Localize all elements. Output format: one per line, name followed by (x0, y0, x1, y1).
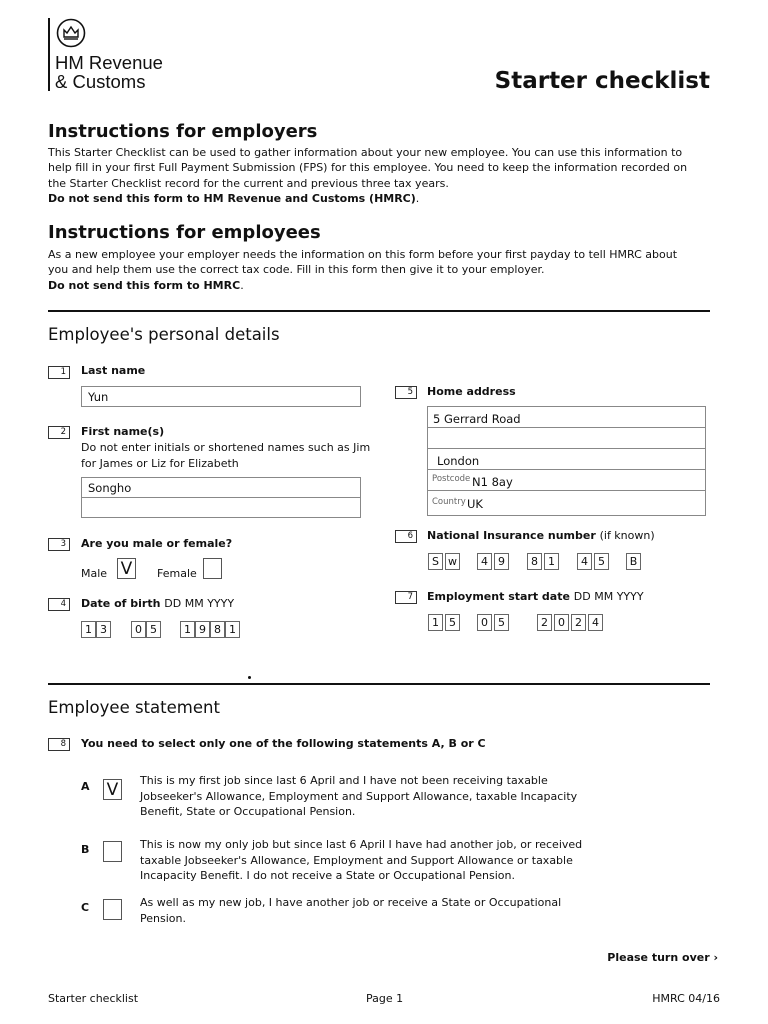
employee-statement-heading: Employee statement (48, 698, 220, 717)
first-name-hint: Do not enter initials or shortened names such as Jim for James or Liz for Elizabeth (81, 441, 371, 470)
statement-c-checkbox[interactable] (103, 899, 122, 920)
personal-details-heading: Employee's personal details (48, 325, 280, 344)
statement-a-text: This is my first job since last 6 April and I have not been receiving taxable Jobseeker's Allowance, Employment and Support Allowance, taxable Incapacity Benefit, State or Occupational Pension. (140, 774, 578, 818)
footer-form-version: HMRC 04/16 (652, 992, 720, 1005)
first-name-field[interactable]: Songho (81, 477, 361, 498)
first-name-label: First name(s) (81, 425, 165, 438)
employees-text: As a new employee your employer needs the information on this form before your first payday to tell HMRC about you and help them use the correct tax code. Fill in this form then give it to your employer. Do not send this form to HMRC. (48, 248, 678, 292)
logo-line2: & Customs (55, 71, 146, 92)
ni-character[interactable]: 4 (577, 553, 592, 570)
turn-over-note: Please turn over › (607, 951, 718, 964)
ni-number-label (427, 529, 655, 542)
ni-label-extra: (if known) (599, 529, 655, 542)
logo-divider (48, 18, 50, 91)
first-name-field-2[interactable] (81, 497, 361, 518)
question-number: 3 (48, 538, 70, 551)
employers-heading: Instructions for employers (48, 121, 318, 142)
male-label: Male (81, 567, 108, 580)
dob-label-text: Date of birth (81, 597, 161, 610)
dob-year-digit[interactable]: 8 (210, 621, 225, 638)
postcode-label: Postcode (432, 474, 471, 484)
dob-year-digit[interactable]: 1 (225, 621, 240, 638)
dob-label (81, 597, 234, 610)
ni-character[interactable]: 4 (477, 553, 492, 570)
statement-c-text: As well as my new job, I have another job or receive a State or Occupational Pension. (140, 896, 562, 925)
dob-year-digit[interactable]: 9 (195, 621, 210, 638)
country-label: Country (432, 497, 466, 507)
royal-crest-icon (56, 18, 86, 48)
footer-page-number: Page 1 (366, 992, 404, 1005)
question-number: 8 (48, 738, 70, 751)
ni-character[interactable]: B (626, 553, 641, 570)
start-day-digit[interactable]: 1 (428, 614, 443, 631)
start-month-digit[interactable]: 0 (477, 614, 492, 631)
start-date-format: DD MM YYYY (573, 590, 644, 603)
female-label: Female (157, 567, 197, 580)
gender-label: Are you male or female? (81, 537, 233, 550)
employers-warning: Do not send this form to HM Revenue and Customs (HMRC) (48, 192, 416, 206)
female-checkbox[interactable] (203, 558, 222, 579)
country-value: UK (467, 497, 483, 511)
address-line-2[interactable] (428, 428, 705, 449)
ni-character[interactable]: w (445, 553, 460, 570)
home-address-block (427, 406, 706, 516)
question-number: 7 (395, 591, 417, 604)
question-number: 6 (395, 530, 417, 543)
statement-c-letter: C (81, 901, 90, 914)
hmrc-logo (55, 53, 163, 91)
ni-character[interactable]: 5 (594, 553, 609, 570)
start-month-digit[interactable]: 5 (494, 614, 509, 631)
dob-month-digit[interactable]: 0 (131, 621, 146, 638)
logo-line1: HM Revenue (55, 52, 163, 73)
statement-b-text: This is now my only job but since last 6 April I have had another job, or received taxable Jobseeker's Allowance, Employment and Support Allowance or taxable Incapacity Benefit. I do not receive a State or Occupational Pension. (140, 838, 583, 882)
country-field[interactable] (428, 491, 705, 515)
dob-day-digit[interactable]: 3 (96, 621, 111, 638)
ni-character[interactable]: 9 (494, 553, 509, 570)
male-checkbox[interactable]: V (117, 558, 136, 579)
ni-character[interactable]: 8 (527, 553, 542, 570)
address-line-3[interactable] (428, 449, 705, 470)
start-year-digit[interactable]: 2 (537, 614, 552, 631)
page-title: Starter checklist (494, 68, 710, 94)
last-name-label: Last name (81, 364, 146, 377)
statement-instruction: You need to select only one of the following statements A, B or C (81, 737, 486, 750)
section-divider (48, 683, 710, 685)
home-address-label: Home address (427, 385, 516, 398)
footer-form-name: Starter checklist (48, 992, 139, 1005)
employers-text: This Starter Checklist can be used to gather information about your new employee. You can use this information to help fill in your first Full Payment Submission (FPS) for this employee. You need to keep the information recorded on the Starter Checklist record for the current and previous three tax years. Do not send this form to HM Revenue and Customs (HMRC). (48, 146, 688, 206)
employees-heading: Instructions for employees (48, 222, 321, 243)
start-date-label-text: Employment start date (427, 590, 570, 603)
question-number: 1 (48, 366, 70, 379)
address-line-1[interactable] (428, 407, 705, 428)
start-year-digit[interactable]: 0 (554, 614, 569, 631)
address-line-3-value: London (437, 454, 480, 468)
question-number: 4 (48, 598, 70, 611)
start-day-digit[interactable]: 5 (445, 614, 460, 631)
dob-year-digit[interactable]: 1 (180, 621, 195, 638)
section-divider (48, 310, 710, 312)
statement-b-checkbox[interactable] (103, 841, 122, 862)
statement-b-letter: B (81, 843, 90, 856)
stray-dot (248, 676, 251, 679)
start-year-digit[interactable]: 4 (588, 614, 603, 631)
question-number: 2 (48, 426, 70, 439)
last-name-field[interactable]: Yun (81, 386, 361, 407)
statement-a-checkbox[interactable]: V (103, 779, 122, 800)
employers-body: This Starter Checklist can be used to gather information about your new employee. You can use this information to help fill in your first Full Payment Submission (FPS) for this employee. You need to keep the information recorded on the Starter Checklist record for the current and previous three tax years. (48, 146, 688, 190)
ni-character[interactable]: 1 (544, 553, 559, 570)
statement-a-letter: A (81, 780, 90, 793)
start-date-label (427, 590, 644, 603)
ni-label-text: National Insurance number (427, 529, 596, 542)
dob-format: DD MM YYYY (164, 597, 235, 610)
question-number: 5 (395, 386, 417, 399)
dob-day-digit[interactable]: 1 (81, 621, 96, 638)
ni-character[interactable]: S (428, 553, 443, 570)
start-year-digit[interactable]: 2 (571, 614, 586, 631)
dob-month-digit[interactable]: 5 (146, 621, 161, 638)
postcode-field[interactable] (428, 470, 705, 491)
address-line-1-value: 5 Gerrard Road (433, 412, 521, 426)
employees-body: As a new employee your employer needs the information on this form before your first payday to tell HMRC about you and help them use the correct tax code. Fill in this form then give it to your employer. (48, 248, 678, 277)
postcode-value: N1 8ay (472, 475, 513, 489)
employees-warning: Do not send this form to HMRC (48, 278, 241, 292)
